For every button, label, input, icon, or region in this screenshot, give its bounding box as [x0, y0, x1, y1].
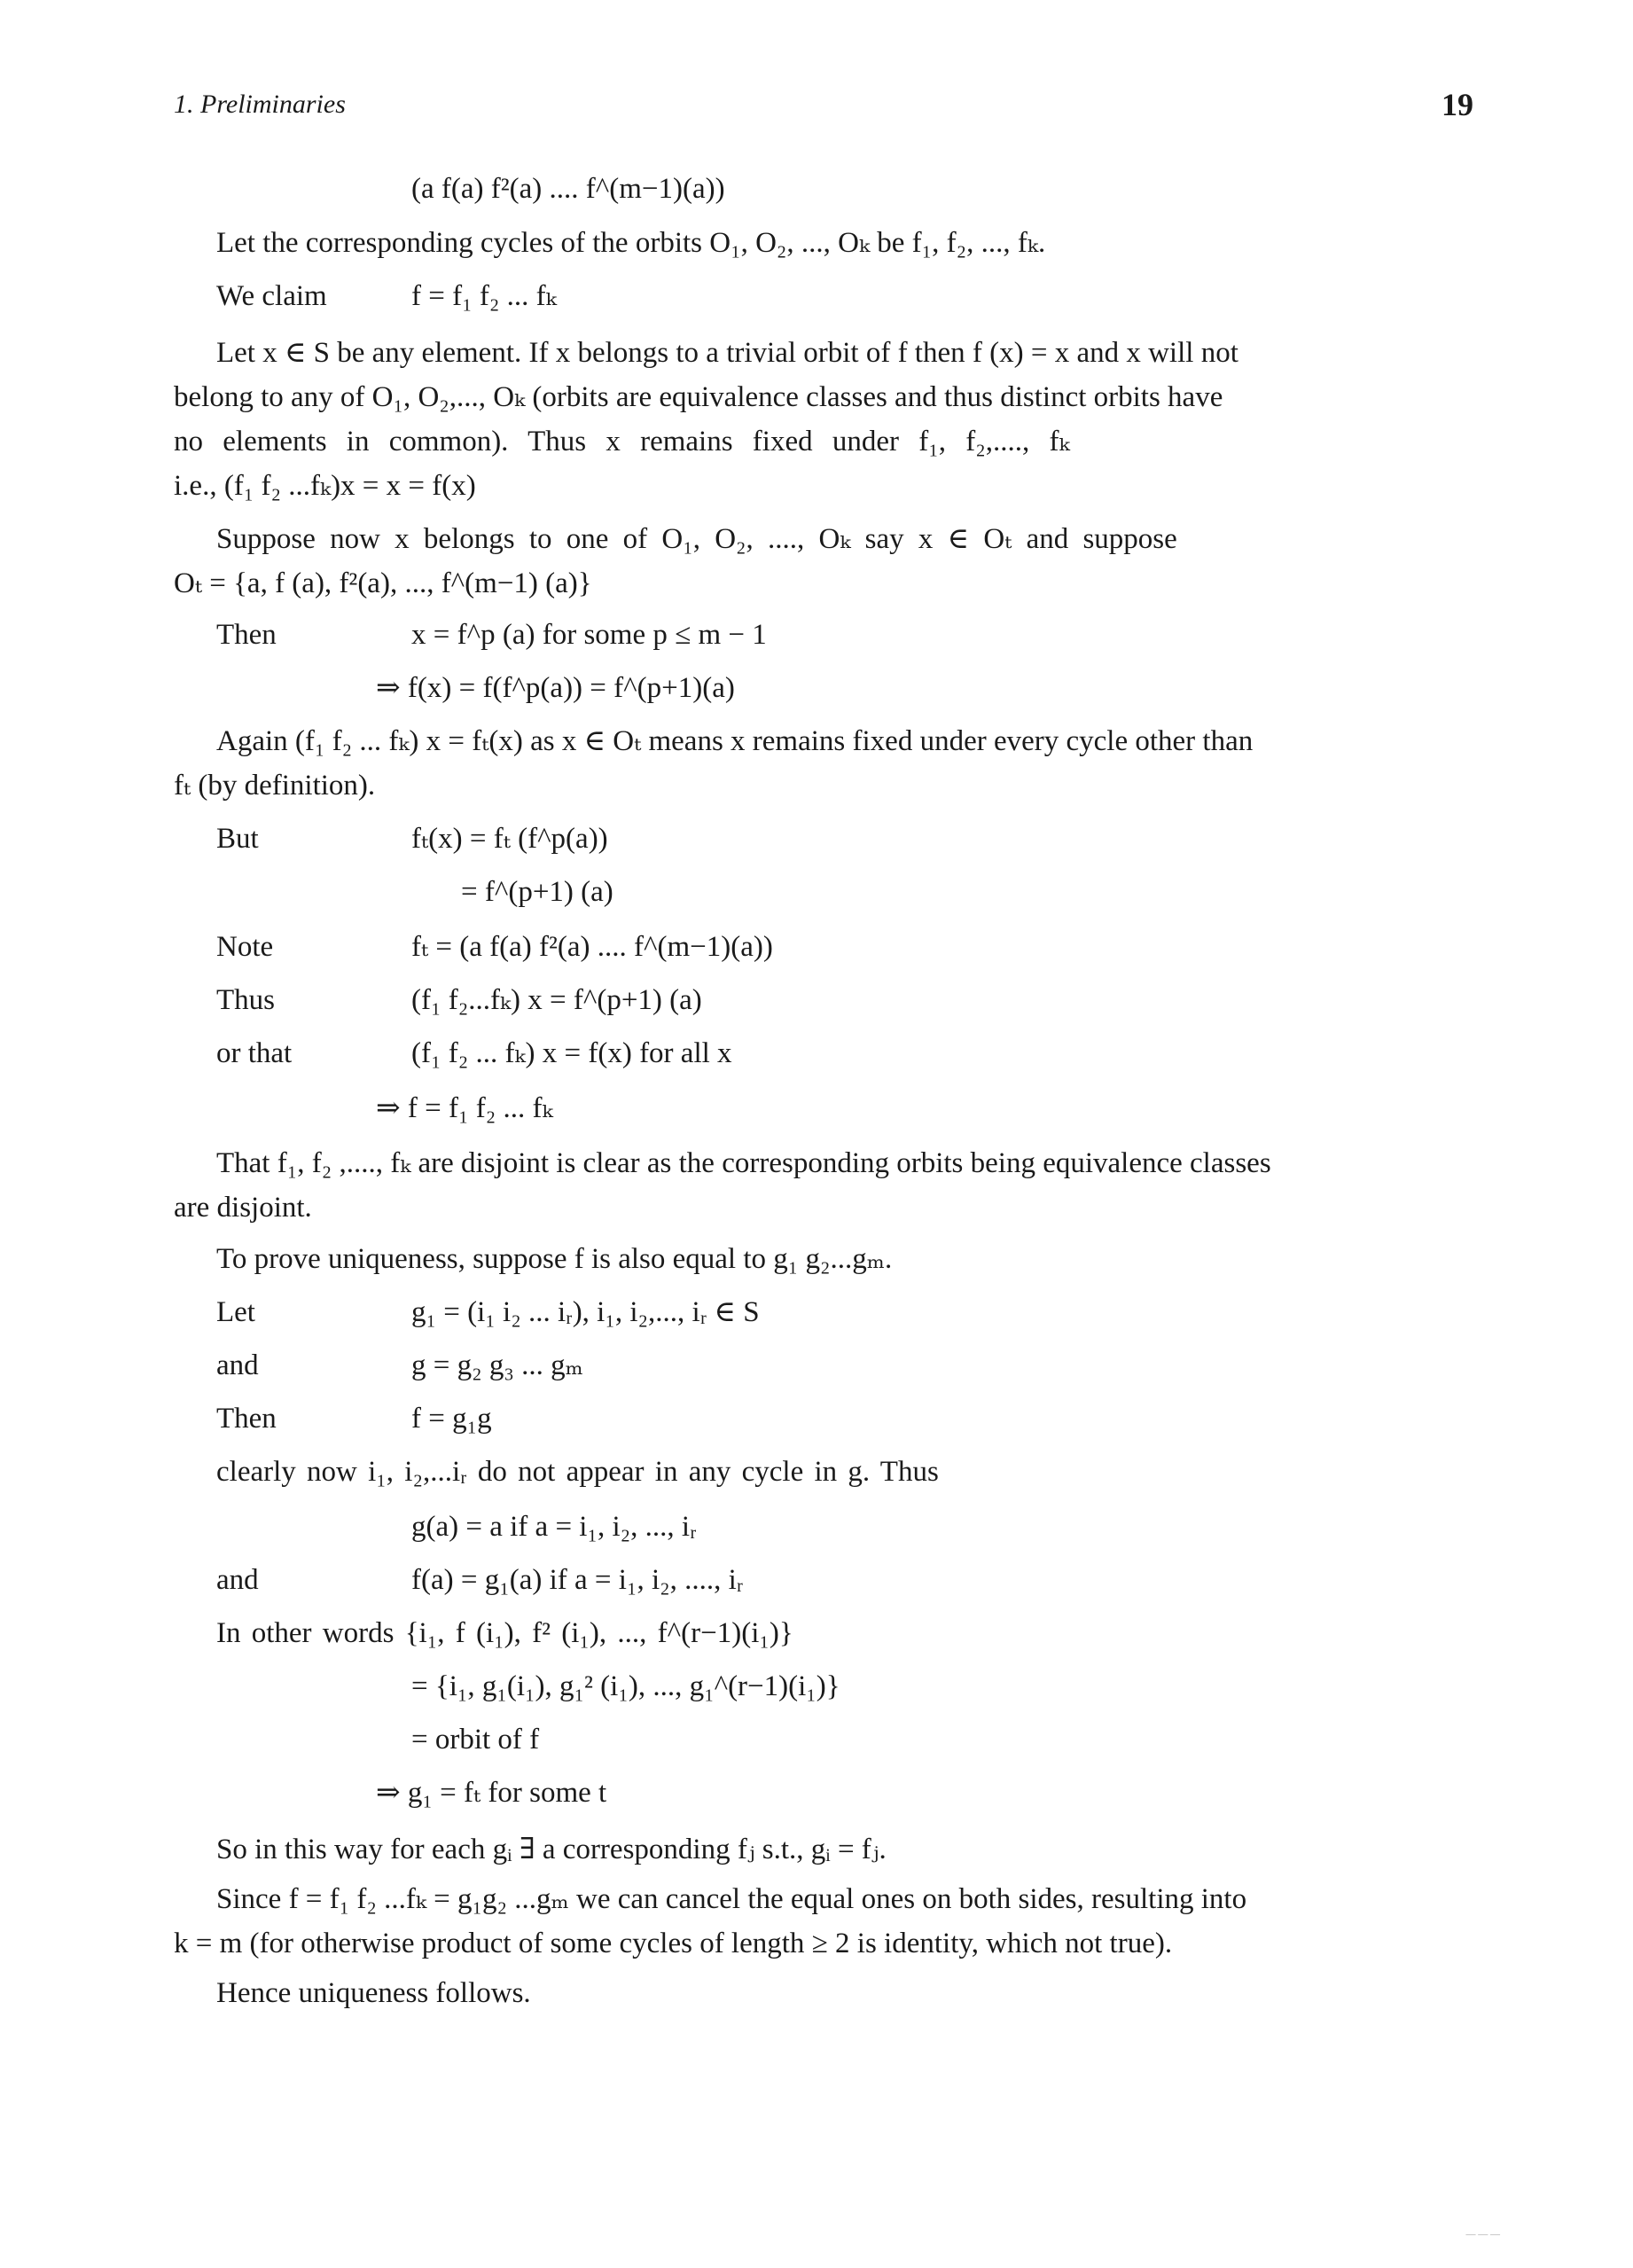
text-line: clearly now i₁, i₂,...iᵣ do not appear in any cycle in g. Thus: [216, 1456, 939, 1488]
math-label: But: [216, 823, 259, 855]
equation: ⇒ f(x) = f(f^p(a)) = f^(p+1)(a): [376, 672, 735, 704]
watermark: — — —: [1465, 2229, 1500, 2240]
cycle-expression: (a f(a) f²(a) .... f^(m−1)(a)): [411, 173, 725, 205]
text-line: fₜ (by definition).: [174, 770, 376, 802]
text-line: So in this way for each gᵢ ∃ a corresponding fⱼ s.t., gᵢ = fⱼ.: [216, 1834, 887, 1865]
equation: x = f^p (a) for some p ≤ m − 1: [411, 619, 767, 651]
math-label: Note: [216, 931, 274, 963]
text-line: k = m (for otherwise product of some cycles of length ≥ 2 is identity, which not true).: [174, 1928, 1173, 1959]
text-line: Suppose now x belongs to one of O₁, O₂, ...., Oₖ say x ∈ Oₜ and suppose: [216, 523, 1177, 555]
equation: f(a) = g₁(a) if a = i₁, i₂, ...., iᵣ: [411, 1564, 744, 1596]
math-label: Then: [216, 619, 277, 651]
text-line: Hence uniqueness follows.: [216, 1977, 531, 2009]
text-line: no elements in common). Thus x remains fixed under f₁, f₂,...., fₖ: [174, 426, 1070, 458]
text-line: Let x ∈ S be any element. If x belongs to a trivial orbit of f then f (x) = x and x will not: [216, 337, 1238, 369]
text-line: That f₁, f₂ ,...., fₖ are disjoint is clear as the corresponding orbits being equivalence classes: [216, 1147, 1271, 1179]
equation: f = f₁ f₂ ... fₖ: [411, 280, 557, 312]
math-label: Then: [216, 1403, 277, 1435]
equation: i.e., (f₁ f₂ ...fₖ)x = x = f(x): [174, 470, 476, 502]
math-label: and: [216, 1564, 259, 1596]
text-line: In other words {i₁, f (i₁), f² (i₁), ..., f^(r−1)(i₁)}: [216, 1617, 793, 1649]
equation: ⇒ f = f₁ f₂ ... fₖ: [376, 1092, 553, 1124]
equation: (f₁ f₂...fₖ) x = f^(p+1) (a): [411, 984, 702, 1016]
equation: fₜ(x) = fₜ (f^p(a)): [411, 823, 608, 855]
text-line: To prove uniqueness, suppose f is also equal to g₁ g₂...gₘ.: [216, 1243, 893, 1275]
text-line: Let the corresponding cycles of the orbits O₁, O₂, ..., Oₖ be f₁, f₂, ..., fₖ.: [216, 227, 1046, 259]
equation: (f₁ f₂ ... fₖ) x = f(x) for all x: [411, 1037, 732, 1069]
text-line: Since f = f₁ f₂ ...fₖ = g₁g₂ ...gₘ we can cancel the equal ones on both sides, resulting into: [216, 1883, 1247, 1915]
equation: = {i₁, g₁(i₁), g₁² (i₁), ..., g₁^(r−1)(i₁)}: [411, 1670, 840, 1702]
equation: Oₜ = {a, f (a), f²(a), ..., f^(m−1) (a)}: [174, 567, 592, 599]
equation: g(a) = a if a = i₁, i₂, ..., iᵣ: [411, 1511, 697, 1543]
running-header-chapter: 1. Preliminaries: [174, 90, 346, 119]
text-line: Again (f₁ f₂ ... fₖ) x = fₜ(x) as x ∈ Oₜ means x remains fixed under every cycle other than: [216, 725, 1254, 757]
equation: = orbit of f: [411, 1724, 540, 1756]
math-label: Thus: [216, 984, 275, 1016]
math-label: and: [216, 1349, 259, 1381]
equation: ⇒ g₁ = fₜ for some t: [376, 1777, 607, 1809]
math-label: or that: [216, 1037, 293, 1069]
equation: g₁ = (i₁ i₂ ... iᵣ), i₁, i₂,..., iᵣ ∈ S: [411, 1296, 760, 1328]
equation: f = g₁g: [411, 1403, 492, 1435]
math-label: We claim: [216, 280, 327, 312]
text-line: belong to any of O₁, O₂,..., Oₖ (orbits are equivalence classes and thus distinct orbits have: [174, 381, 1223, 413]
equation: = f^(p+1) (a): [461, 876, 613, 908]
text-line: are disjoint.: [174, 1192, 312, 1224]
math-label: Let: [216, 1296, 255, 1328]
equation: fₜ = (a f(a) f²(a) .... f^(m−1)(a)): [411, 931, 773, 963]
page-number: 19: [1442, 87, 1473, 122]
equation: g = g₂ g₃ ... gₘ: [411, 1349, 583, 1381]
